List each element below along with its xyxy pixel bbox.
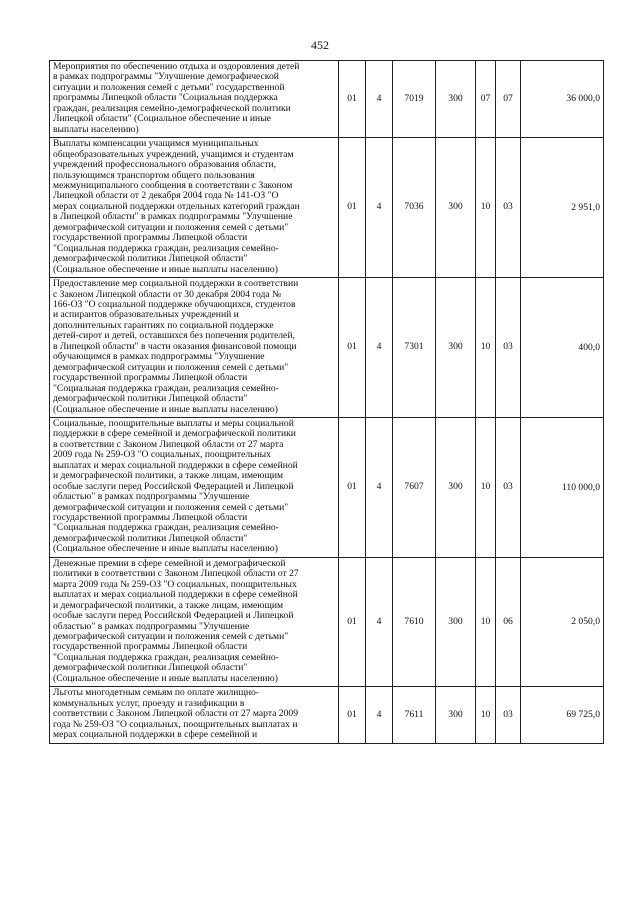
description-line: в Липецкой области" в части оказания финансовой помощи — [53, 340, 297, 352]
expense-type-cell: 300 — [436, 138, 476, 278]
description-line: "Социальная поддержка граждан, реализация семейно- — [53, 651, 279, 663]
expense-type-cell: 300 — [436, 417, 476, 557]
description-line: программы Липецкой области "Социальная поддержка — [53, 92, 278, 104]
amount-cell: 69 725,0 — [521, 687, 604, 743]
description-line: детей-сирот и детей, оставшихся без попечения родителей, — [53, 330, 295, 342]
direction-code-cell: 7607 — [393, 417, 436, 557]
description-line: в соответствии с Законом Липецкой области от 27 марта — [53, 438, 284, 450]
description-line: выплаты населению) — [53, 123, 139, 135]
subsection-code-cell: 03 — [496, 417, 521, 557]
description-line: в Липецкой области" в рамках подпрограммы "Улучшение — [53, 211, 293, 223]
direction-code-cell: 7019 — [393, 61, 436, 138]
description-line: демографической ситуации и положения семей с детьми" — [53, 361, 289, 373]
description-line: Выплаты компенсации учащимся муниципальных — [53, 138, 259, 150]
subsection-code-cell: 07 — [496, 61, 521, 138]
direction-code-cell: 7610 — [393, 557, 436, 686]
amount-cell: 2 050,0 — [521, 557, 604, 686]
description-line: Липецкой области" (Социальное обеспечение и иные — [53, 113, 271, 125]
description-line: с Законом Липецкой области от 30 декабря 2004 года № — [53, 288, 282, 300]
amount-cell: 36 000,0 — [521, 61, 604, 138]
section-code-cell: 10 — [476, 557, 496, 686]
description-line: областью" в рамках подпрограммы "Улучшение — [53, 491, 250, 503]
description-line: соответствии с Законом Липецкой области от 27 марта 2009 — [53, 708, 298, 720]
table-row — [50, 687, 604, 743]
amount-cell: 110 000,0 — [521, 417, 604, 557]
description-line: Предоставление мер социальной поддержки в соответствии — [53, 278, 299, 290]
description-line: демографической ситуации и положения семей с детьми" — [53, 221, 289, 233]
description-line: Липецкой области от 2 декабря 2004 года № 141-ОЗ "О — [53, 190, 279, 202]
subsection-code-cell: 06 — [496, 557, 521, 686]
program-code-cell: 01 — [339, 61, 366, 138]
section-code-cell: 10 — [476, 417, 496, 557]
description-line: поддержки в сфере семейной и демографической политики — [53, 428, 296, 440]
program-code-cell: 01 — [339, 687, 366, 743]
description-line: 2009 года № 259-ОЗ "О социальных, поощрительных — [53, 449, 271, 461]
description-cell — [50, 278, 339, 418]
description-line: государственной программы Липецкой области — [53, 641, 248, 653]
description-line: областью" в рамках подпрограммы "Улучшение — [53, 620, 250, 632]
description-line: коммунальных услуг, проезду и газификации в — [53, 697, 245, 709]
description-line: пользующимся транспортом общего пользования — [53, 169, 255, 181]
table-row — [50, 557, 604, 686]
subprogram-code-cell: 4 — [366, 138, 393, 278]
description-line: дополнительных гарантиях по социальной поддержке — [53, 319, 274, 331]
subprogram-code-cell: 4 — [366, 687, 393, 743]
description-line: Денежные премии в сфере семейной и демографической — [53, 557, 286, 569]
description-line: межмуниципального сообщения в соответствии с Законом — [53, 179, 293, 191]
description-line: учреждений профессионального образования области, — [53, 159, 277, 171]
description-line: демографической политики Липецкой области" — [53, 532, 248, 544]
expense-type-cell: 300 — [436, 557, 476, 686]
direction-code-cell: 7611 — [393, 687, 436, 743]
description-line: "Социальная поддержка граждан, реализация семейно- — [53, 522, 279, 534]
program-code-cell: 01 — [339, 278, 366, 418]
description-line: и демографической политики, а также лицам, имеющим — [53, 470, 284, 482]
description-line: мерах социальной поддержки в сфере семейной и — [53, 729, 258, 741]
expense-type-cell: 300 — [436, 61, 476, 138]
table-row — [50, 138, 604, 278]
description-line: 166-ОЗ "О социальной поддержке обучающихся, студентов — [53, 298, 296, 310]
description-line: граждан, реализация семейно-демографической политики — [53, 102, 291, 114]
description-line: "Социальная поддержка граждан, реализация семейно- — [53, 242, 279, 254]
section-code-cell: 07 — [476, 61, 496, 138]
program-code-cell: 01 — [339, 138, 366, 278]
subsection-code-cell: 03 — [496, 687, 521, 743]
table-body — [50, 61, 604, 744]
description-cell — [50, 417, 339, 557]
description-line: обучающимся в рамках подпрограммы "Улучшение — [53, 351, 265, 363]
page-number: 452 — [311, 38, 329, 52]
description-line: государственной программы Липецкой области — [53, 232, 248, 244]
description-line: выплатах и мерах социальной поддержки в сфере семейной — [53, 589, 298, 601]
description-line: "Социальная поддержка граждан, реализация семейно- — [53, 382, 279, 394]
description-line: Мероприятия по обеспечению отдыха и оздоровления детей — [53, 61, 300, 72]
description-line: демографической политики Липецкой области" — [53, 393, 248, 405]
direction-code-cell: 7036 — [393, 138, 436, 278]
subprogram-code-cell: 4 — [366, 278, 393, 418]
description-cell — [50, 557, 339, 686]
amount-cell: 2 951,0 — [521, 138, 604, 278]
description-line: государственной программы Липецкой области — [53, 512, 248, 524]
amount-cell: 400,0 — [521, 278, 604, 418]
subsection-code-cell: 03 — [496, 278, 521, 418]
expense-type-cell: 300 — [436, 278, 476, 418]
subprogram-code-cell: 4 — [366, 61, 393, 138]
section-code-cell: 10 — [476, 278, 496, 418]
description-line: демографической ситуации и положения семей с детьми" — [53, 501, 289, 513]
description-line: демографической ситуации и положения семей с детьми" — [53, 631, 289, 643]
program-code-cell: 01 — [339, 557, 366, 686]
description-line: года № 259-ОЗ "О социальных, поощрительных выплатах и — [53, 718, 298, 730]
description-line: в рамках подпрограммы "Улучшение демографической — [53, 71, 279, 83]
table-row — [50, 61, 604, 138]
description-line: Социальные, поощрительные выплаты и меры социальной — [53, 417, 294, 429]
section-code-cell: 10 — [476, 138, 496, 278]
description-line: (Социальное обеспечение и иные выплаты населению) — [53, 263, 278, 275]
description-cell — [50, 61, 339, 138]
description-line: общеобразовательных учреждений, учащимся и студентам — [53, 148, 294, 160]
table-row — [50, 417, 604, 557]
description-line: мерах социальной поддержки отдельных категорий граждан — [53, 200, 300, 212]
description-line: государственной программы Липецкой области — [53, 372, 248, 384]
description-line: особые заслуги перед Российской Федерацией и Липецкой — [53, 480, 294, 492]
description-line: и аспирантов образовательных учреждений и — [53, 309, 239, 321]
budget-table — [49, 60, 604, 744]
expense-type-cell: 300 — [436, 687, 476, 743]
program-code-cell: 01 — [339, 417, 366, 557]
description-cell — [50, 687, 339, 743]
subprogram-code-cell: 4 — [366, 557, 393, 686]
subprogram-code-cell: 4 — [366, 417, 393, 557]
description-line: (Социальное обеспечение и иные выплаты населению) — [53, 543, 278, 555]
description-line: демографической политики Липецкой области" — [53, 253, 248, 265]
description-line: Льготы многодетным семьям по оплате жилищно- — [53, 687, 259, 699]
description-line: (Социальное обеспечение и иные выплаты населению) — [53, 672, 278, 684]
table-row — [50, 278, 604, 418]
section-code-cell: 10 — [476, 687, 496, 743]
description-line: и демографической политики, а также лицам, имеющим — [53, 599, 284, 611]
description-line: выплатах и мерах социальной поддержки в сфере семейной — [53, 459, 298, 471]
description-line: ситуации и положения семей с детьми" государственной — [53, 81, 285, 93]
description-line: марта 2009 года № 259-ОЗ "О социальных, поощрительных — [53, 578, 297, 590]
description-line: (Социальное обеспечение и иные выплаты населению) — [53, 403, 278, 415]
description-line: политики в соответствии с Законом Липецкой области от 27 — [53, 568, 299, 580]
direction-code-cell: 7301 — [393, 278, 436, 418]
description-cell — [50, 138, 339, 278]
description-line: демографической политики Липецкой области" — [53, 662, 248, 674]
subsection-code-cell: 03 — [496, 138, 521, 278]
description-line: особые заслуги перед Российской Федерацией и Липецкой — [53, 610, 294, 622]
